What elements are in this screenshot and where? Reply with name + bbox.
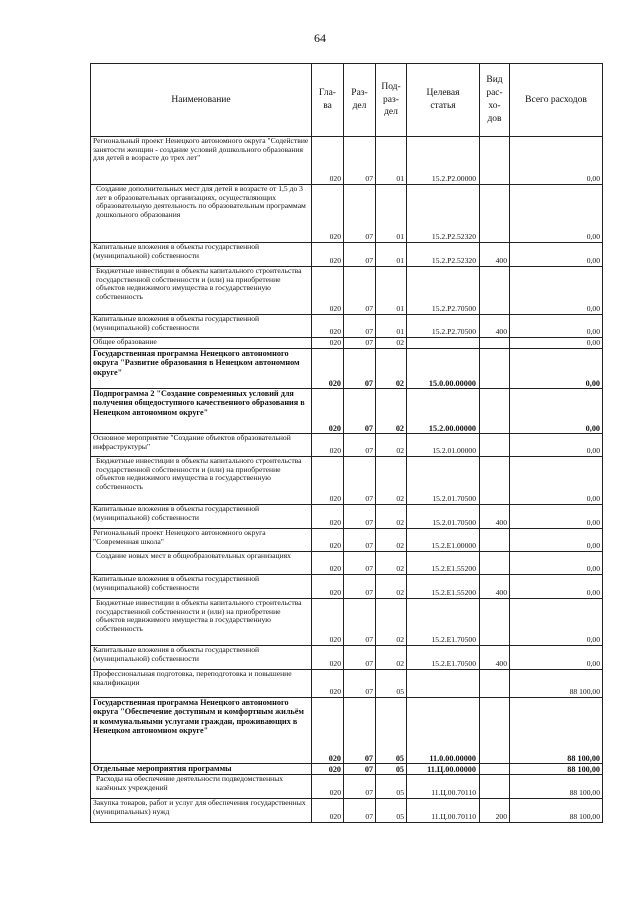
- row-target-article: 15.2.P2.52320: [407, 185, 480, 243]
- table-row: [91, 775, 603, 799]
- row-name: Общее образование: [91, 338, 312, 349]
- row-podrazdel: 02: [376, 457, 407, 505]
- row-target-article: 15.2.00.00000: [407, 389, 480, 434]
- row-target-article: 15.2.E1.70500: [407, 599, 480, 646]
- row-expense-type: [480, 529, 510, 552]
- row-name: Подпрограмма 2 "Создание современных условий для получения общедоступного качественного образования в Ненецком автономном округе": [91, 389, 312, 434]
- table-row: [91, 670, 603, 698]
- row-razdel: 07: [344, 137, 376, 185]
- row-target-article: 15.2.P2.70500: [407, 267, 480, 315]
- row-razdel: 07: [344, 315, 376, 338]
- row-glava: 020: [312, 670, 344, 698]
- row-total: 0,00: [510, 646, 603, 670]
- row-name: Бюджетные инвестиции в объекты капитального строительства государственной собственности и (или) на приобретение объектов недвижимого имущества в государственную собственность: [91, 599, 312, 646]
- row-expense-type: [480, 338, 510, 349]
- row-glava: 020: [312, 315, 344, 338]
- row-razdel: 07: [344, 552, 376, 575]
- row-podrazdel: 02: [376, 646, 407, 670]
- row-glava: 020: [312, 349, 344, 389]
- header-vid: Вид рас- хо- дов: [480, 64, 510, 137]
- row-name: Региональный проект Ненецкого автономного округа "Современная школа": [91, 529, 312, 552]
- row-razdel: 07: [344, 349, 376, 389]
- row-name: Профессиональная подготовка, переподготовка и повышение квалификации: [91, 670, 312, 698]
- row-razdel: 07: [344, 505, 376, 529]
- row-expense-type: [480, 185, 510, 243]
- table-row: [91, 529, 603, 552]
- row-target-article: 15.2.E1.00000: [407, 529, 480, 552]
- row-expense-type: [480, 775, 510, 799]
- row-total: 0,00: [510, 349, 603, 389]
- table-row: [91, 434, 603, 457]
- table-row: [91, 799, 603, 823]
- row-razdel: 07: [344, 338, 376, 349]
- row-expense-type: [480, 137, 510, 185]
- row-razdel: 07: [344, 646, 376, 670]
- row-target-article: 15.2.P2.00000: [407, 137, 480, 185]
- header-name: Наименование: [91, 64, 312, 137]
- header-total: Всего расходов: [510, 64, 603, 137]
- row-expense-type: [480, 434, 510, 457]
- row-target-article: [407, 338, 480, 349]
- row-razdel: 07: [344, 575, 376, 599]
- row-name: Капитальные вложения в объекты государственной (муниципальной) собственности: [91, 243, 312, 267]
- row-glava: 020: [312, 434, 344, 457]
- row-target-article: 15.2.P2.70500: [407, 315, 480, 338]
- row-expense-type: [480, 267, 510, 315]
- row-razdel: 07: [344, 529, 376, 552]
- row-razdel: 07: [344, 799, 376, 823]
- row-podrazdel: 01: [376, 267, 407, 315]
- row-podrazdel: 05: [376, 799, 407, 823]
- row-name: Капитальные вложения в объекты государственной (муниципальной) собственности: [91, 646, 312, 670]
- row-glava: 020: [312, 137, 344, 185]
- row-name: Государственная программа Ненецкого автономного округа "Обеспечение доступным и комфортным жильём и коммунальными услугами граждан, проживающих в Ненецком автономном округе": [91, 698, 312, 764]
- row-razdel: 07: [344, 267, 376, 315]
- row-total: 0,00: [510, 185, 603, 243]
- header-razdel: Раз- дел: [344, 64, 376, 137]
- row-total: 0,00: [510, 315, 603, 338]
- row-glava: 020: [312, 552, 344, 575]
- table-row: [91, 575, 603, 599]
- row-razdel: 07: [344, 185, 376, 243]
- row-podrazdel: 02: [376, 505, 407, 529]
- row-expense-type: 400: [480, 646, 510, 670]
- table-row: [91, 389, 603, 434]
- row-glava: 020: [312, 389, 344, 434]
- row-podrazdel: 05: [376, 670, 407, 698]
- row-expense-type: [480, 457, 510, 505]
- row-glava: 020: [312, 338, 344, 349]
- row-podrazdel: 02: [376, 389, 407, 434]
- row-expense-type: [480, 599, 510, 646]
- row-expense-type: [480, 764, 510, 775]
- table-row: [91, 338, 603, 349]
- row-total: 88 100,00: [510, 775, 603, 799]
- row-target-article: 15.2.01.70500: [407, 505, 480, 529]
- table-row: [91, 457, 603, 505]
- table-row: [91, 315, 603, 338]
- row-total: 0,00: [510, 599, 603, 646]
- row-razdel: 07: [344, 599, 376, 646]
- table-row: [91, 552, 603, 575]
- page-number: 64: [314, 31, 326, 45]
- row-podrazdel: 05: [376, 764, 407, 775]
- row-name: Бюджетные инвестиции в объекты капитального строительства государственной собственности и (или) на приобретение объектов недвижимого имущества в государственную собственность: [91, 267, 312, 315]
- row-glava: 020: [312, 698, 344, 764]
- row-podrazdel: 02: [376, 338, 407, 349]
- row-name: Создание дополнительных мест для детей в возрасте от 1,5 до 3 лет в образовательных организациях, осуществляющих образовательную деятельность по образовательным программам дошкольного образования: [91, 185, 312, 243]
- table-row: [91, 137, 603, 185]
- row-total: 0,00: [510, 529, 603, 552]
- row-expense-type: [480, 389, 510, 434]
- row-target-article: 15.2.01.00000: [407, 434, 480, 457]
- row-expense-type: [480, 670, 510, 698]
- row-name: Капитальные вложения в объекты государственной (муниципальной) собственности: [91, 315, 312, 338]
- row-glava: 020: [312, 799, 344, 823]
- row-podrazdel: 02: [376, 529, 407, 552]
- row-podrazdel: 05: [376, 698, 407, 764]
- row-glava: 020: [312, 599, 344, 646]
- row-target-article: 15.0.00.00000: [407, 349, 480, 389]
- row-target-article: 11.Ц.00.70110: [407, 775, 480, 799]
- row-podrazdel: 02: [376, 349, 407, 389]
- row-glava: 020: [312, 575, 344, 599]
- table-row: [91, 349, 603, 389]
- row-expense-type: 400: [480, 575, 510, 599]
- row-name: Расходы на обеспечение деятельности подведомственных казённых учреждений: [91, 775, 312, 799]
- row-razdel: 07: [344, 389, 376, 434]
- table-header-row: [91, 64, 603, 137]
- row-razdel: 07: [344, 775, 376, 799]
- row-total: 0,00: [510, 338, 603, 349]
- row-total: 88 100,00: [510, 698, 603, 764]
- row-podrazdel: 02: [376, 575, 407, 599]
- row-target-article: 15.2.E1.70500: [407, 646, 480, 670]
- row-target-article: [407, 670, 480, 698]
- row-glava: 020: [312, 764, 344, 775]
- row-name: Закупка товаров, работ и услуг для обеспечения государственных (муниципальных) нужд: [91, 799, 312, 823]
- table-row: [91, 646, 603, 670]
- header-glava: Гла- ва: [312, 64, 344, 137]
- row-target-article: 11.Ц.00.00000: [407, 764, 480, 775]
- row-name: Государственная программа Ненецкого автономного округа "Развитие образования в Ненецком автономном округе": [91, 349, 312, 389]
- row-target-article: 15.2.E1.55200: [407, 575, 480, 599]
- table-row: [91, 698, 603, 764]
- row-glava: 020: [312, 185, 344, 243]
- table-row: [91, 599, 603, 646]
- table-row: [91, 764, 603, 775]
- row-glava: 020: [312, 243, 344, 267]
- row-target-article: 15.2.E1.55200: [407, 552, 480, 575]
- row-razdel: 07: [344, 243, 376, 267]
- row-expense-type: 400: [480, 505, 510, 529]
- row-total: 0,00: [510, 575, 603, 599]
- row-total: 0,00: [510, 552, 603, 575]
- row-name: Бюджетные инвестиции в объекты капитального строительства государственной собственности и (или) на приобретение объектов недвижимого имущества в государственную собственность: [91, 457, 312, 505]
- row-razdel: 07: [344, 434, 376, 457]
- row-total: 0,00: [510, 389, 603, 434]
- row-target-article: 15.2.P2.52320: [407, 243, 480, 267]
- row-podrazdel: 02: [376, 552, 407, 575]
- table-body: [91, 137, 603, 823]
- row-podrazdel: 01: [376, 185, 407, 243]
- row-expense-type: 200: [480, 799, 510, 823]
- row-name: Капитальные вложения в объекты государственной (муниципальной) собственности: [91, 575, 312, 599]
- row-glava: 020: [312, 457, 344, 505]
- table-row: [91, 267, 603, 315]
- row-glava: 020: [312, 775, 344, 799]
- row-name: Основное мероприятие "Создание объектов образовательной инфраструктуры": [91, 434, 312, 457]
- row-total: 0,00: [510, 243, 603, 267]
- row-name: Создание новых мест в общеобразовательных организациях: [91, 552, 312, 575]
- row-target-article: 11.0.00.00000: [407, 698, 480, 764]
- row-podrazdel: 05: [376, 775, 407, 799]
- row-total: 0,00: [510, 434, 603, 457]
- row-total: 88 100,00: [510, 799, 603, 823]
- row-razdel: 07: [344, 764, 376, 775]
- row-glava: 020: [312, 529, 344, 552]
- budget-table: [90, 63, 603, 823]
- row-glava: 020: [312, 505, 344, 529]
- row-total: 88 100,00: [510, 670, 603, 698]
- row-total: 0,00: [510, 137, 603, 185]
- row-name: Капитальные вложения в объекты государственной (муниципальной) собственности: [91, 505, 312, 529]
- header-podrazdel: Под- раз- дел: [376, 64, 407, 137]
- table-row: [91, 243, 603, 267]
- row-name: Региональный проект Ненецкого автономного округа "Содействие занятости женщин - создание условий дошкольного образования для детей в возрасте до трех лет": [91, 137, 312, 185]
- row-total: 88 100,00: [510, 764, 603, 775]
- row-expense-type: [480, 349, 510, 389]
- row-expense-type: 400: [480, 315, 510, 338]
- row-razdel: 07: [344, 457, 376, 505]
- header-tselevaya: Целевая статья: [407, 64, 480, 137]
- table-row: [91, 185, 603, 243]
- row-total: 0,00: [510, 505, 603, 529]
- row-podrazdel: 02: [376, 599, 407, 646]
- row-target-article: 15.2.01.70500: [407, 457, 480, 505]
- row-name: Отдельные мероприятия программы: [91, 764, 312, 775]
- row-podrazdel: 02: [376, 434, 407, 457]
- row-podrazdel: 01: [376, 137, 407, 185]
- row-total: 0,00: [510, 457, 603, 505]
- row-target-article: 11.Ц.00.70110: [407, 799, 480, 823]
- row-glava: 020: [312, 646, 344, 670]
- row-podrazdel: 01: [376, 315, 407, 338]
- row-razdel: 07: [344, 698, 376, 764]
- row-razdel: 07: [344, 670, 376, 698]
- row-total: 0,00: [510, 267, 603, 315]
- row-glava: 020: [312, 267, 344, 315]
- row-podrazdel: 01: [376, 243, 407, 267]
- table-row: [91, 505, 603, 529]
- row-expense-type: [480, 552, 510, 575]
- row-expense-type: [480, 698, 510, 764]
- row-expense-type: 400: [480, 243, 510, 267]
